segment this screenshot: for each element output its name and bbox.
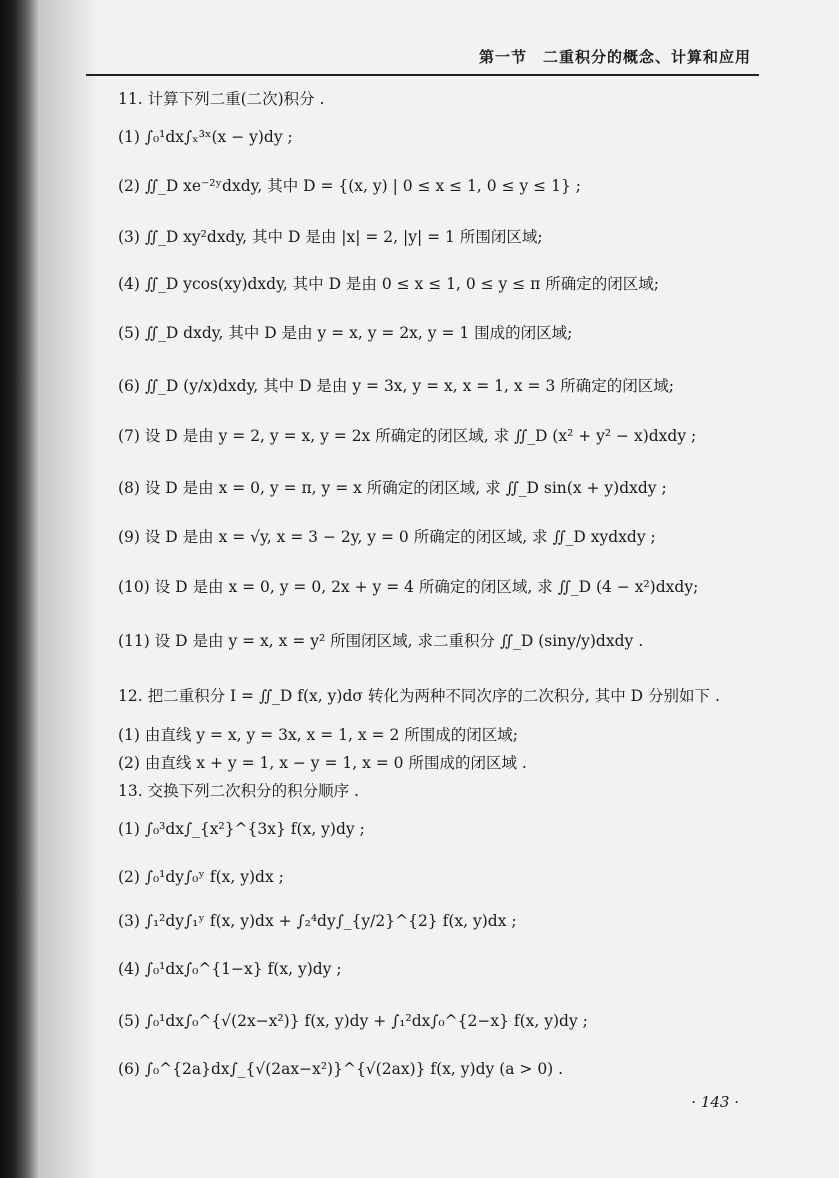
problem-11-item-11: (11) 设 D 是由 y = x, x = y² 所围闭区域, 求二重积分 ∬_D (siny/y)dxdy .: [118, 632, 644, 650]
problem-13-item-2: (2) ∫₀¹dy∫₀ʸ f(x, y)dx ;: [118, 868, 284, 886]
problem-11-title: 11. 计算下列二重(二次)积分 .: [118, 90, 325, 108]
page-gutter-shadow: [40, 0, 100, 1178]
problem-11-item-3: (3) ∬_D xy²dxdy, 其中 D 是由 |x| = 2, |y| = 1 所围闭区域;: [118, 228, 543, 246]
problem-13-item-5: (5) ∫₀¹dx∫₀^{√(2x−x²)} f(x, y)dy + ∫₁²dx∫₀^{2−x} f(x, y)dy ;: [118, 1012, 588, 1030]
problem-13-item-3: (3) ∫₁²dy∫₁ʸ f(x, y)dx + ∫₂⁴dy∫_{y/2}^{2} f(x, y)dx ;: [118, 912, 517, 930]
problem-11-item-6: (6) ∬_D (y/x)dxdy, 其中 D 是由 y = 3x, y = x, x = 1, x = 3 所确定的闭区域;: [118, 377, 674, 395]
problem-13-item-4: (4) ∫₀¹dx∫₀^{1−x} f(x, y)dy ;: [118, 960, 342, 978]
header-rule: [86, 74, 759, 76]
book-spine-shadow: [0, 0, 40, 1178]
problem-11-item-10: (10) 设 D 是由 x = 0, y = 0, 2x + y = 4 所确定的闭区域, 求 ∬_D (4 − x²)dxdy;: [118, 578, 699, 596]
problem-13-item-1: (1) ∫₀³dx∫_{x²}^{3x} f(x, y)dy ;: [118, 820, 365, 838]
problem-11-item-5: (5) ∬_D dxdy, 其中 D 是由 y = x, y = 2x, y = 1 围成的闭区域;: [118, 324, 573, 342]
page-number: · 143 ·: [691, 1093, 739, 1111]
problem-13-title: 13. 交换下列二次积分的积分顺序 .: [118, 782, 359, 800]
problem-11-item-4: (4) ∬_D ycos(xy)dxdy, 其中 D 是由 0 ≤ x ≤ 1, 0 ≤ y ≤ π 所确定的闭区域;: [118, 275, 659, 293]
problem-12-item-2: (2) 由直线 x + y = 1, x − y = 1, x = 0 所围成的闭区域 .: [118, 754, 527, 772]
problem-12-title: 12. 把二重积分 I = ∬_D f(x, y)dσ 转化为两种不同次序的二次积分, 其中 D 分别如下 .: [118, 687, 720, 705]
problem-11-item-7: (7) 设 D 是由 y = 2, y = x, y = 2x 所确定的闭区域, 求 ∬_D (x² + y² − x)dxdy ;: [118, 427, 697, 445]
problem-13-item-6: (6) ∫₀^{2a}dx∫_{√(2ax−x²)}^{√(2ax)} f(x, y)dy (a > 0) .: [118, 1060, 564, 1078]
problem-11-item-8: (8) 设 D 是由 x = 0, y = π, y = x 所确定的闭区域, 求 ∬_D sin(x + y)dxdy ;: [118, 479, 667, 497]
problem-12-item-1: (1) 由直线 y = x, y = 3x, x = 1, x = 2 所围成的闭区域;: [118, 726, 518, 744]
section-header: 第一节 二重积分的概念、计算和应用: [478, 48, 751, 66]
problem-11-item-1: (1) ∫₀¹dx∫ₓ³ˣ(x − y)dy ;: [118, 128, 293, 146]
problem-11-item-9: (9) 设 D 是由 x = √y, x = 3 − 2y, y = 0 所确定的闭区域, 求 ∬_D xydxdy ;: [118, 528, 656, 546]
problem-11-item-2: (2) ∬_D xe⁻²ʸdxdy, 其中 D = {(x, y) | 0 ≤ x ≤ 1, 0 ≤ y ≤ 1} ;: [118, 177, 581, 195]
